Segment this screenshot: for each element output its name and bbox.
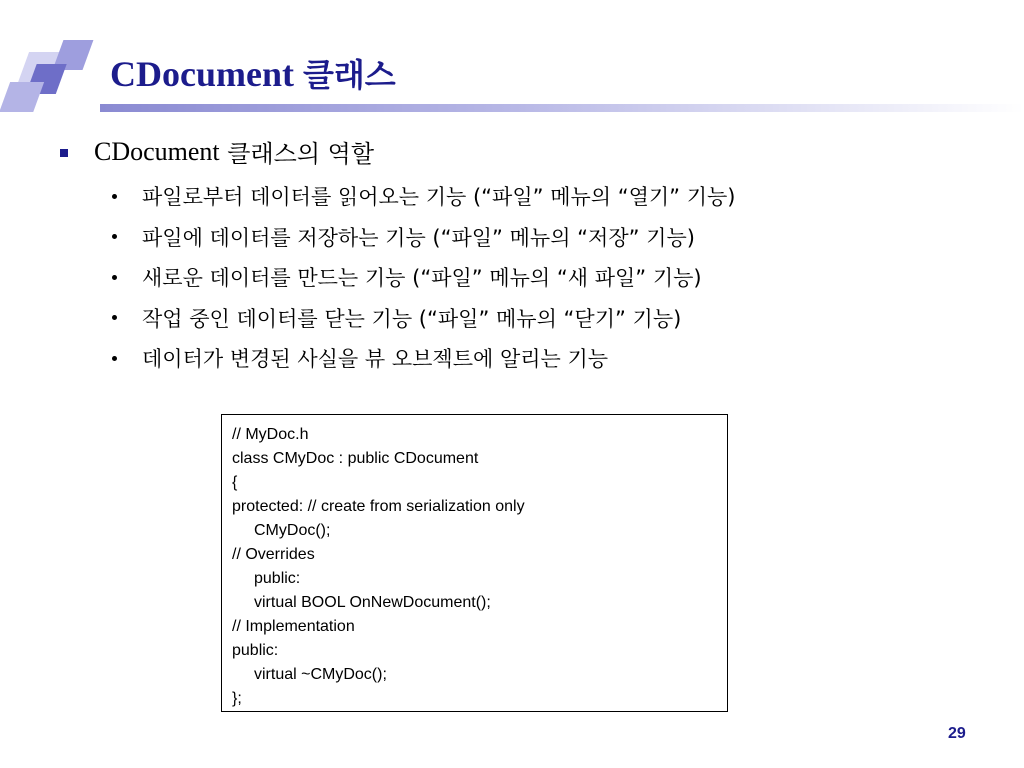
sub-bullet-text: 새로운 데이터를 만드는 기능 (“파일” 메뉴의 “새 파일” 기능) [142,266,702,291]
main-bullet-korean: 클래스의 역할 [227,140,375,168]
title-english: CDocument [110,54,294,94]
title-underline-rule [100,104,1024,112]
sub-bullet-item [112,338,736,379]
dot-bullet-icon [112,194,117,199]
code-line: { [232,474,238,491]
code-line: virtual ~CMyDoc(); [254,666,387,683]
decorative-squares-logo [0,0,120,120]
dot-bullet-icon [112,356,117,361]
sub-bullet-text: 작업 중인 데이터를 닫는 기능 (“파일” 메뉴의 “닫기” 기능) [142,306,682,331]
code-line: public: [254,570,301,587]
sub-bullet-item [112,257,736,298]
title-korean: 클래스 [302,56,396,94]
code-line: CMyDoc(); [254,522,331,539]
sub-bullet-text: 파일에 데이터를 저장하는 기능 (“파일” 메뉴의 “저장” 기능) [142,225,695,250]
code-line: }; [232,690,242,707]
code-line: // MyDoc.h [232,426,309,443]
main-bullet-english: CDocument [94,136,220,166]
code-line: // Implementation [232,618,355,635]
main-bullet [60,134,374,169]
code-listing-box [221,414,728,712]
dot-bullet-icon [112,315,117,320]
dot-bullet-icon [112,275,117,280]
square-bullet-icon [60,149,68,157]
sub-bullet-list [112,176,736,379]
sub-bullet-item [112,298,736,339]
dot-bullet-icon [112,234,117,239]
sub-bullet-item [112,176,736,217]
code-line: protected: // create from serialization only [232,498,525,515]
code-line: virtual BOOL OnNewDocument(); [254,594,491,611]
sub-bullet-item [112,217,736,258]
page-number: 29 [948,725,966,742]
sub-bullet-text: 데이터가 변경된 사실을 뷰 오브젝트에 알리는 기능 [142,347,609,372]
code-line: public: [232,642,279,659]
slide-title [110,50,396,96]
code-line: // Overrides [232,546,315,563]
code-line: class CMyDoc : public CDocument [232,450,479,467]
sub-bullet-text: 파일로부터 데이터를 읽어오는 기능 (“파일” 메뉴의 “열기” 기능) [142,185,736,210]
